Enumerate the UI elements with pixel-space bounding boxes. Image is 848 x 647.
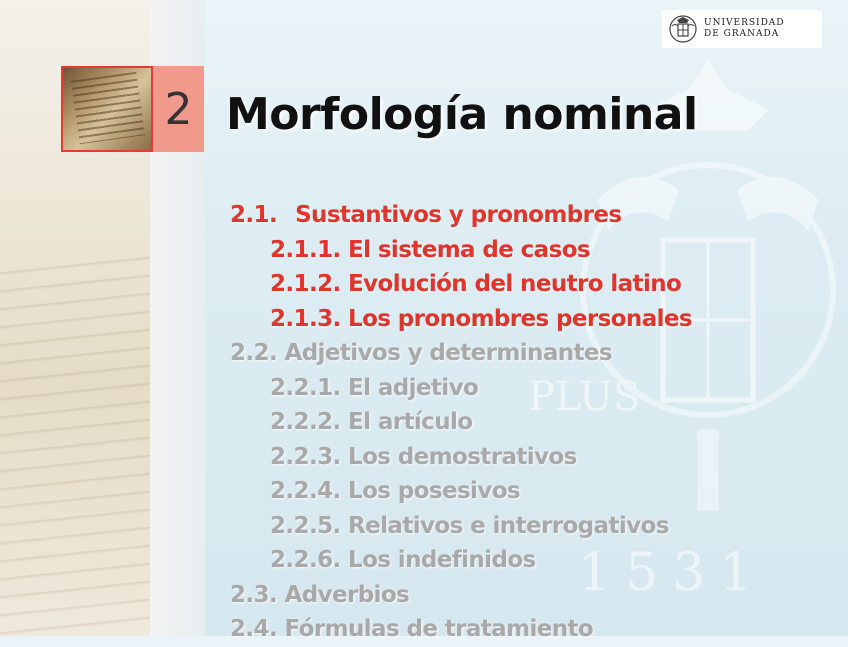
- toc-item: [230, 233, 692, 268]
- toc-item-label: Sustantivos y pronombres: [295, 202, 622, 228]
- university-name-line-1: UNIVERSIDAD: [704, 18, 785, 28]
- toc-item-label: 2.2.2. El artículo: [270, 409, 473, 435]
- toc-item: [230, 543, 692, 578]
- manuscript-thumbnail: [61, 66, 153, 152]
- toc-item: [230, 198, 692, 233]
- table-of-contents: [230, 198, 692, 647]
- toc-item-label: 2.1.2. Evolución del neutro latino: [270, 271, 682, 297]
- manuscript-text-lines: [71, 72, 145, 145]
- toc-item: [230, 371, 692, 406]
- toc-item-label: 2.1.3. Los pronombres personales: [270, 305, 693, 332]
- toc-item: [230, 509, 692, 544]
- section-number: 2: [164, 84, 193, 135]
- toc-item: [230, 612, 692, 647]
- toc-item: [230, 474, 692, 509]
- university-logo: [662, 10, 822, 48]
- toc-item: [230, 578, 692, 613]
- university-crest-icon: [668, 14, 698, 44]
- section-title: Morfología nominal: [226, 89, 698, 140]
- toc-item: [230, 302, 692, 337]
- background-book-lines: [0, 242, 150, 638]
- toc-item-label: 2.2.3. Los demostrativos: [270, 443, 577, 470]
- university-name-line-2: DE GRANADA: [704, 29, 780, 39]
- toc-item-label: 2.3. Adverbios: [230, 581, 410, 608]
- toc-item: [230, 440, 692, 475]
- toc-item-label: 2.2.4. Los posesivos: [270, 478, 520, 504]
- toc-item-label: 2.1.1. El sistema de casos: [270, 236, 590, 263]
- toc-item: [230, 267, 692, 302]
- toc-item: [230, 405, 692, 440]
- toc-item-label: 2.4. Fórmulas de tratamiento: [230, 616, 594, 642]
- watermark-year: 1531: [578, 543, 767, 603]
- toc-item-label: 2.2.6. Los indefinidos: [270, 547, 536, 573]
- toc-item-label: 2.2.1. El adjetivo: [270, 374, 479, 401]
- university-name: [704, 18, 785, 40]
- toc-item: [230, 336, 692, 371]
- toc-item-label: 2.2. Adjetivos y determinantes: [230, 340, 613, 366]
- watermark-plus: PLUS: [528, 374, 641, 420]
- toc-item-number: 2.1.: [230, 202, 278, 228]
- toc-item-label: 2.2.5. Relativos e interrogativos: [270, 512, 669, 539]
